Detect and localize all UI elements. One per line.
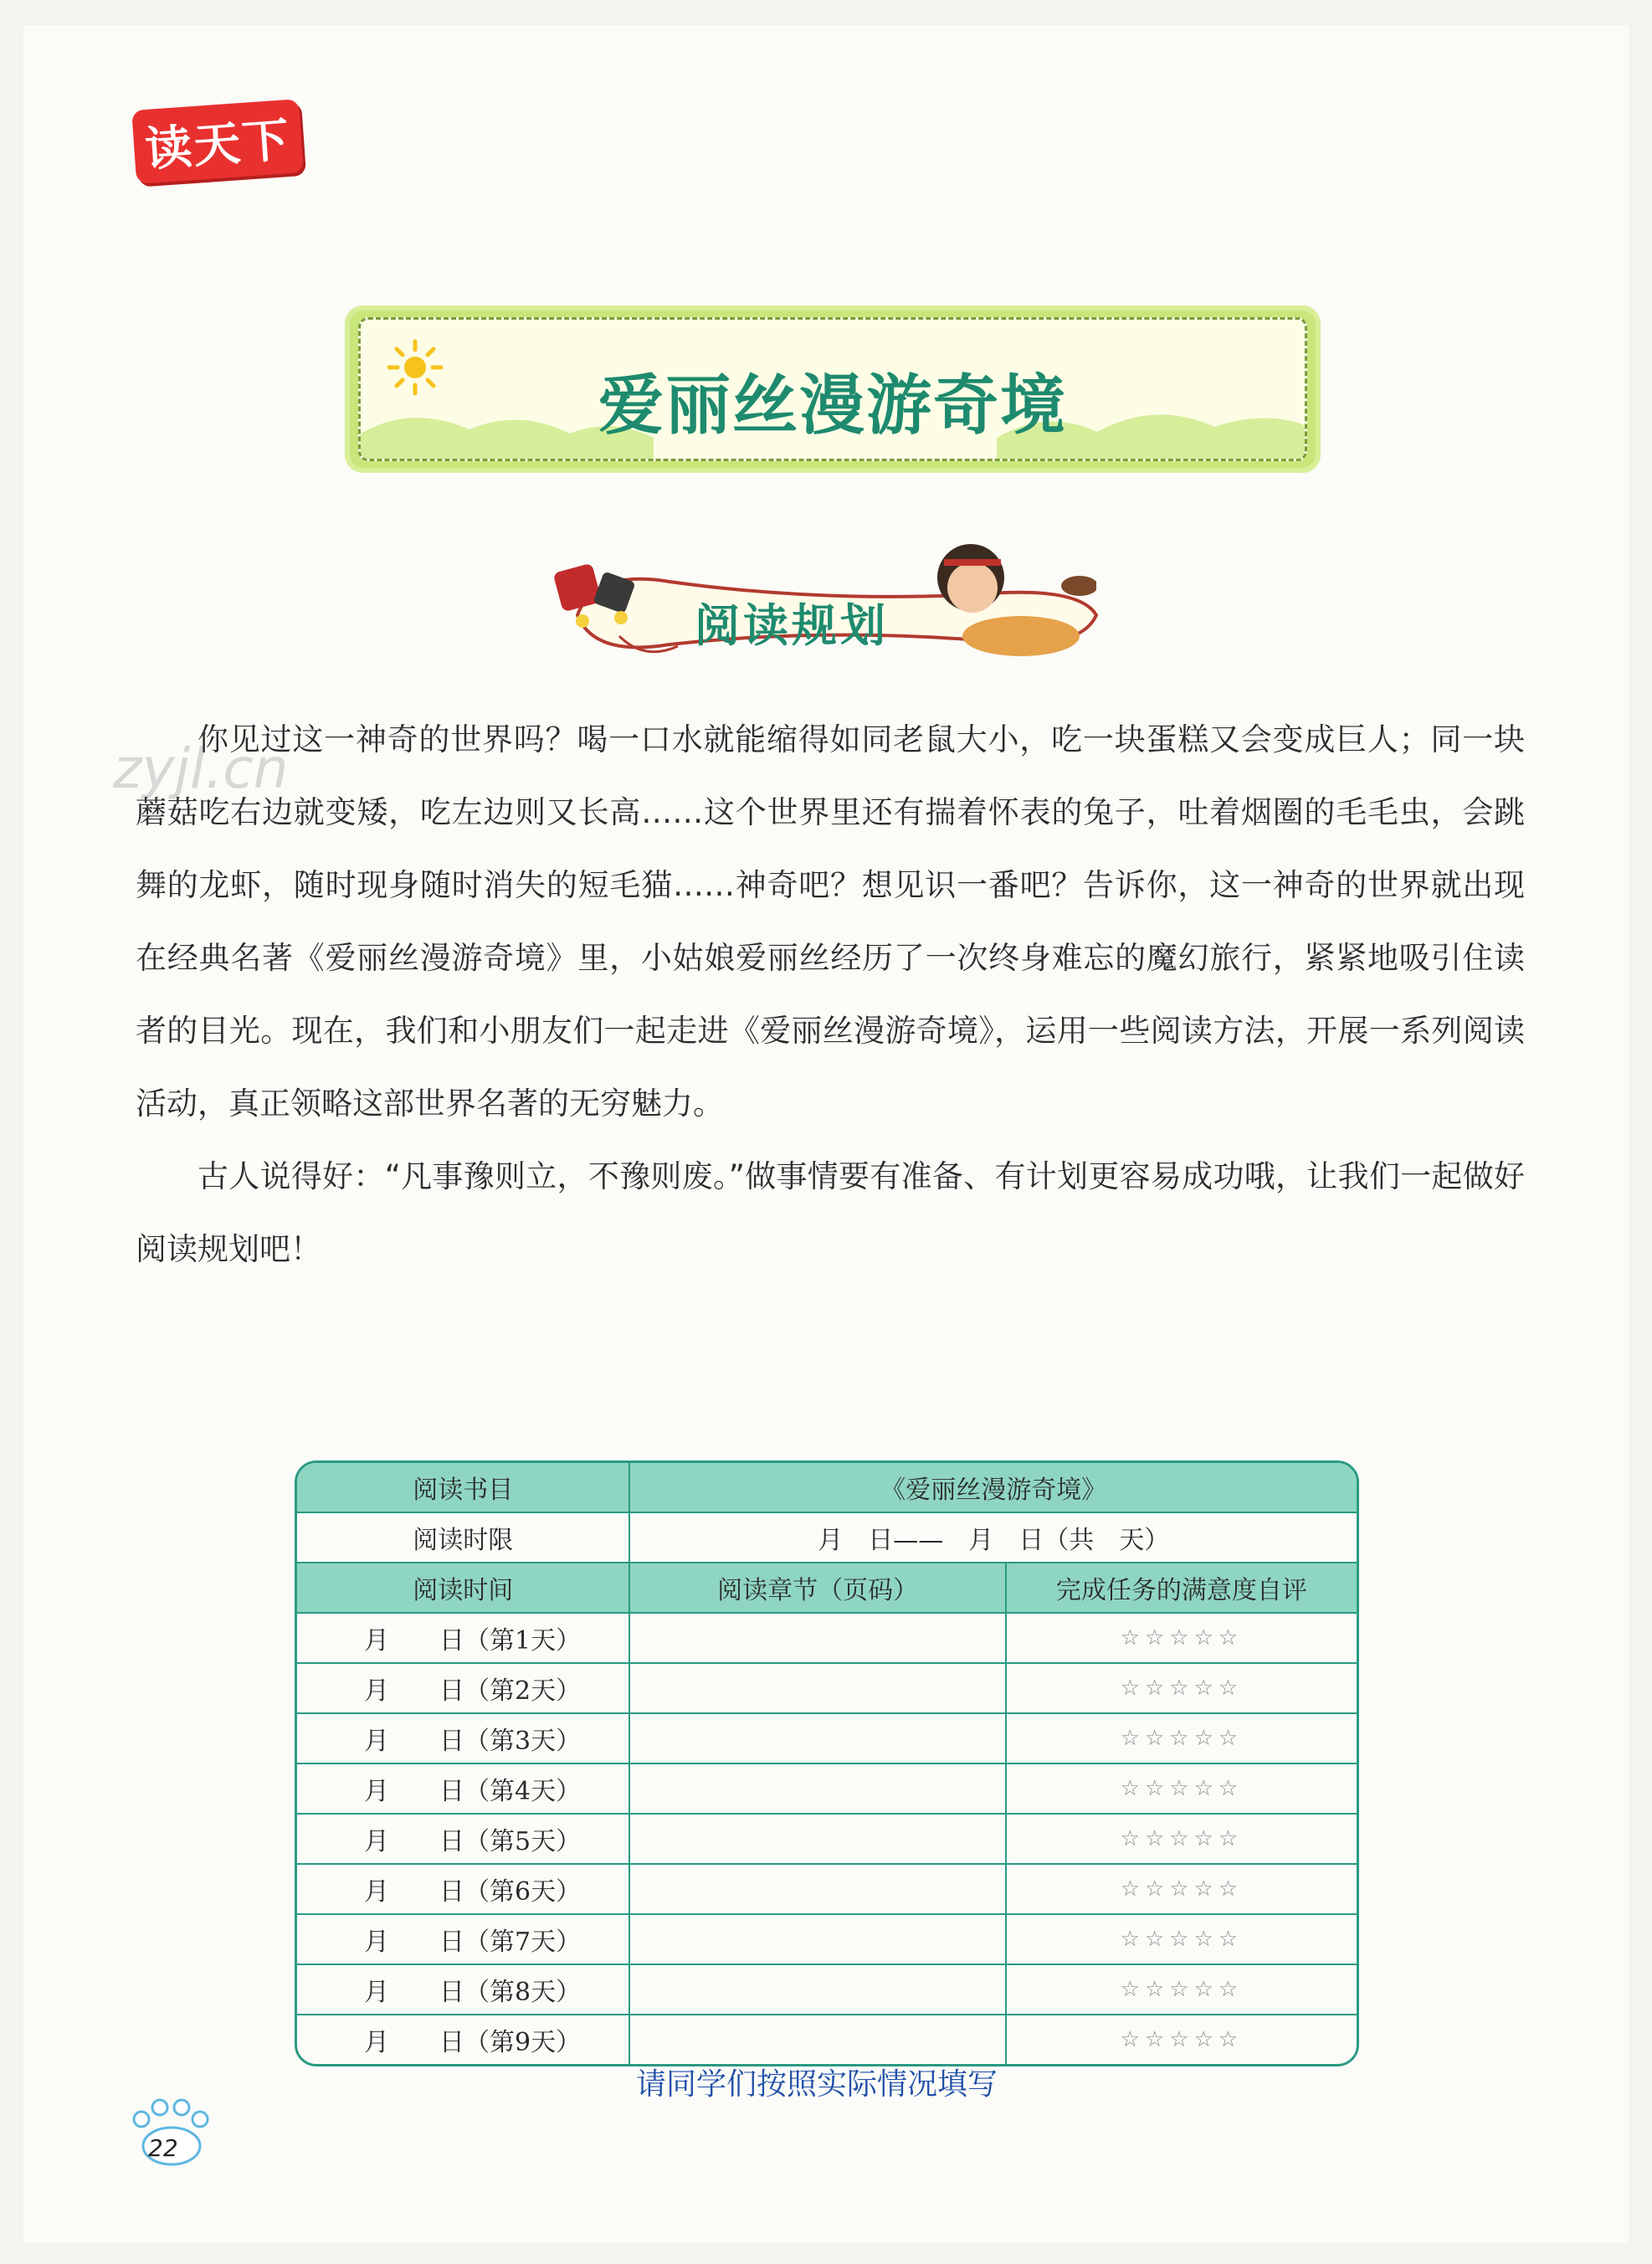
intro-paragraph-1: 你见过这一神奇的世界吗？喝一口水就能缩得如同老鼠大小，吃一块蛋糕又会变成巨人；同一块蘑菇吃右边就变矮，吃左边则又长高……这个世界里还有揣着怀表的兔子，吐着烟圈的毛毛虫，会跳舞的龙虾，随时现身随时消失的短毛猫……神奇吧？想见识一番吧？告诉你，这一神奇的世界就出现在经典名著《爱丽丝漫游奇境》里，小姑娘爱丽丝经历了一次终身难忘的魔幻旅行，紧紧地吸引住读者的目光。现在，我们和小朋友们一起走进《爱丽丝漫游奇境》，运用一些阅读方法，开展一系列阅读活动，真正领略这部世界名著的无穷魅力。 (136, 721, 1525, 1122)
reading-plan-table (295, 1461, 1359, 2066)
table-row (297, 1865, 1357, 1915)
chapter-cell[interactable] (630, 1764, 1006, 1815)
chapter-cell[interactable] (630, 1664, 1006, 1714)
date-cell: 月 日（第4天） (297, 1764, 630, 1815)
date-cell: 月 日（第8天） (297, 1965, 630, 2015)
book-title: 爱丽丝漫游奇境 (598, 367, 1067, 444)
date-cell: 月 日（第2天） (297, 1664, 630, 1714)
fill-instruction: 请同学们按照实际情况填写 (636, 2067, 998, 2102)
table-row (297, 1915, 1357, 1965)
rating-stars[interactable]: ☆☆☆☆☆ (1007, 1815, 1357, 1865)
chapter-cell[interactable] (630, 1965, 1006, 2015)
lantern-icon (549, 551, 649, 643)
table-row-period (297, 1513, 1357, 1563)
intro-paragraph-2: 古人说得好：“凡事豫则立，不豫则废。”做事情要有准备、有计划更容易成功哦，让我们一起做好阅读规划吧！ (136, 1158, 1525, 1267)
col-time-header: 阅读时间 (297, 1563, 630, 1614)
title-banner-inner (358, 317, 1307, 461)
date-cell: 月 日（第5天） (297, 1815, 630, 1865)
section-header (544, 536, 1130, 678)
table-header-row (297, 1563, 1357, 1614)
section-title: 阅读规划 (695, 599, 889, 652)
table-row (297, 1815, 1357, 1865)
section-badge: 读天下 (131, 99, 304, 184)
table-row-book (297, 1463, 1357, 1513)
page-number-badge (130, 2092, 213, 2168)
col-chapter-header: 阅读章节（页码） (630, 1563, 1006, 1614)
intro-text (136, 703, 1525, 1286)
rating-stars[interactable]: ☆☆☆☆☆ (1007, 1865, 1357, 1915)
date-cell: 月 日（第3天） (297, 1714, 630, 1764)
chapter-cell[interactable] (630, 1865, 1006, 1915)
date-cell: 月 日（第7天） (297, 1915, 630, 1965)
table-row (297, 2015, 1357, 2064)
girl-illustration (912, 536, 1096, 670)
rating-stars[interactable]: ☆☆☆☆☆ (1007, 1915, 1357, 1965)
book-value: 《爱丽丝漫游奇境》 (630, 1463, 1357, 1513)
chapter-cell[interactable] (630, 1714, 1006, 1764)
table-row (297, 1664, 1357, 1714)
table-row (297, 1965, 1357, 2015)
watermark: zyjl.cn (113, 737, 289, 801)
title-banner (345, 305, 1321, 473)
chapter-cell[interactable] (630, 1815, 1006, 1865)
chapter-cell[interactable] (630, 2015, 1006, 2064)
chapter-cell[interactable] (630, 1614, 1006, 1664)
date-cell: 月 日（第6天） (297, 1865, 630, 1915)
page-number: 22 (148, 2134, 178, 2162)
date-cell: 月 日（第9天） (297, 2015, 630, 2064)
book-label: 阅读书目 (297, 1463, 630, 1513)
col-rating-header: 完成任务的满意度自评 (1007, 1563, 1357, 1614)
table-row (297, 1764, 1357, 1815)
table-row (297, 1714, 1357, 1764)
date-cell: 月 日（第1天） (297, 1614, 630, 1664)
period-value[interactable]: 月 日—— 月 日（共 天） (630, 1513, 1357, 1563)
rating-stars[interactable]: ☆☆☆☆☆ (1007, 1714, 1357, 1764)
period-label: 阅读时限 (297, 1513, 630, 1563)
rating-stars[interactable]: ☆☆☆☆☆ (1120, 2027, 1244, 2052)
table-row (297, 1614, 1357, 1664)
chapter-cell[interactable] (630, 1915, 1006, 1965)
rating-stars[interactable]: ☆☆☆☆☆ (1007, 1764, 1357, 1815)
rating-stars[interactable]: ☆☆☆☆☆ (1007, 1965, 1357, 2015)
rating-stars[interactable]: ☆☆☆☆☆ (1007, 1664, 1357, 1714)
rating-stars[interactable]: ☆☆☆☆☆ (1007, 1614, 1357, 1664)
